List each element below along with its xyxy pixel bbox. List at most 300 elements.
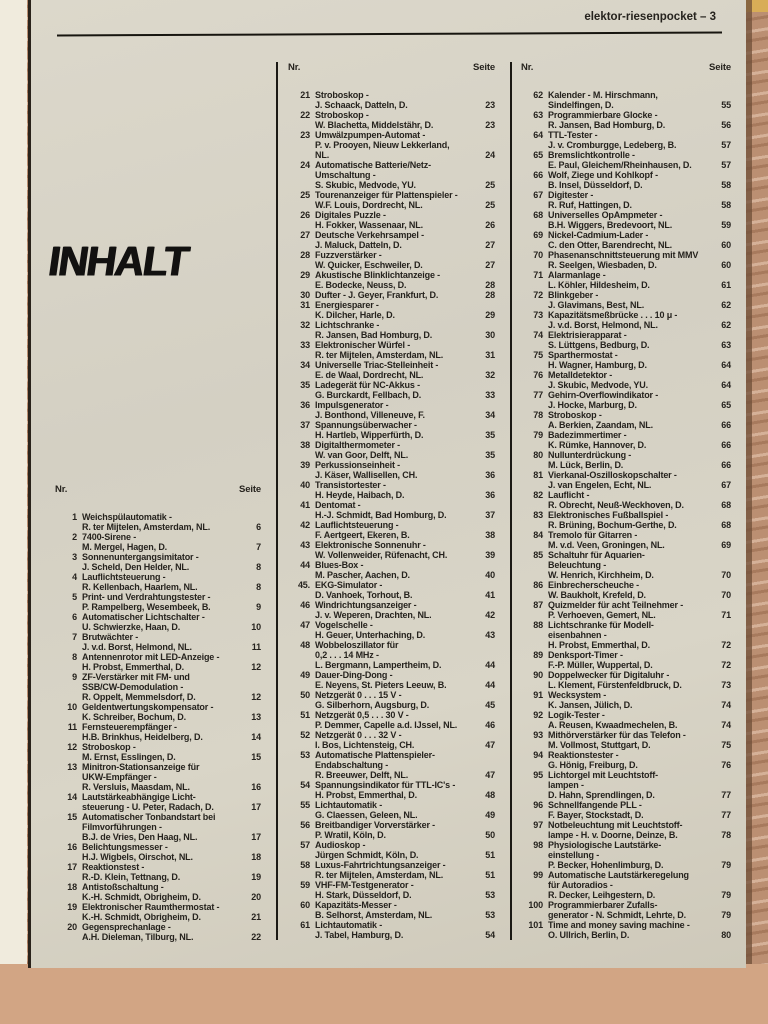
toc-entry <box>288 580 495 600</box>
entry-line <box>315 140 495 150</box>
toc-entry <box>288 290 495 300</box>
entry-text: P. Becker, Hohenlimburg, D. <box>548 860 664 870</box>
entry-line <box>548 650 731 660</box>
entry-text: Spannungsüberwacher - <box>315 420 417 430</box>
entry-page-number: 76 <box>721 760 731 770</box>
entry-page-number: 51 <box>485 870 495 880</box>
entry-line <box>548 400 731 410</box>
entry-line <box>82 822 261 832</box>
entry-line <box>548 340 731 350</box>
entry-text: Kapazitäts-Messer - <box>315 900 397 910</box>
entry-page-number: 36 <box>485 490 495 500</box>
entry-text: W. Vollenweider, Rüfenacht, CH. <box>315 550 448 560</box>
entry-line <box>548 720 731 730</box>
entry-line <box>315 180 495 190</box>
entry-line <box>315 690 495 700</box>
entry-text: TTL-Tester - <box>548 130 598 140</box>
entry-number: 70 <box>533 250 543 260</box>
entry-text: J. Skubic, Medvode, YU. <box>548 380 648 390</box>
toc-entry <box>521 270 731 290</box>
entry-page-number: 64 <box>721 360 731 370</box>
entry-text: Denksport-Timer - <box>548 650 623 660</box>
entry-text: J. v.d. Borst, Helmond, NL. <box>82 642 192 652</box>
entry-number: 39 <box>300 460 310 470</box>
entry-text: Vierkanal-Oszilloskopschalter - <box>548 470 677 480</box>
entry-number: 3 <box>72 552 77 562</box>
entry-text: S. Skubic, Medvode, YU. <box>315 180 416 190</box>
toc-entry <box>521 410 731 430</box>
entry-line <box>548 870 731 880</box>
entry-text: Elektrisierapparat - <box>548 330 627 340</box>
entry-number: 52 <box>300 730 310 740</box>
toc-entry <box>288 920 495 940</box>
entry-page-number: 68 <box>721 520 731 530</box>
entry-line <box>82 842 261 852</box>
entry-text: G. Silberhorn, Augsburg, D. <box>315 700 430 710</box>
entry-text: Lauflichtsteuerung - <box>315 520 399 530</box>
entry-line <box>548 670 731 680</box>
entry-text: H. Probst, Emmerthal, D. <box>82 662 184 672</box>
entry-text: Lichtorgel mit Leuchtstoff- <box>548 770 658 780</box>
entry-line <box>315 530 495 540</box>
entry-line <box>548 600 731 610</box>
entry-line <box>315 220 495 230</box>
entry-number: 68 <box>533 210 543 220</box>
entry-text: E. de Waal, Dordrecht, NL. <box>315 370 424 380</box>
entry-page-number: 32 <box>485 370 495 380</box>
entry-number: 73 <box>533 310 543 320</box>
entry-text: Mithörverstärker für das Telefon - <box>548 730 686 740</box>
entry-text: Gegensprechanlage - <box>82 922 171 932</box>
entry-page-number: 20 <box>251 892 261 902</box>
entry-line <box>315 700 495 710</box>
entry-page-number: 65 <box>721 400 731 410</box>
entry-number: 27 <box>300 230 310 240</box>
entry-line <box>548 370 731 380</box>
entry-number: 65 <box>533 150 543 160</box>
entry-text: R.-D. Klein, Tettnang, D. <box>82 872 181 882</box>
entry-text: W. Quicker, Eschweiler, D. <box>315 260 423 270</box>
entry-line <box>315 190 495 200</box>
toc-entries-right <box>521 90 731 940</box>
toc-entry <box>55 672 261 702</box>
entry-text: H. Wagner, Hamburg, D. <box>548 360 647 370</box>
entry-text: P. Verhoeven, Gemert, NL. <box>548 610 656 620</box>
entry-text: P. v. Prooyen, Nieuw Lekkerland, <box>315 140 450 150</box>
entry-text: R. Obrecht, Neuß-Weckhoven, D. <box>548 500 684 510</box>
entry-text: Sparthermostat - <box>548 350 618 360</box>
entry-text: Spannungsindikator für TTL-IC's - <box>315 780 456 790</box>
entry-line <box>548 220 731 230</box>
toc-entries-left <box>55 512 261 942</box>
entry-text: Print- und Verdrahtungstester - <box>82 592 211 602</box>
entry-number: 17 <box>67 862 77 872</box>
entry-text: Elektronische Sonnenuhr - <box>315 540 426 550</box>
entry-text: B. Insel, Düsseldorf, D. <box>548 180 643 190</box>
entry-line <box>548 230 731 240</box>
entry-line <box>82 512 261 522</box>
entry-line <box>82 662 261 672</box>
entry-line <box>315 830 495 840</box>
entry-line <box>315 780 495 790</box>
entry-text: Automatische Lautstärkeregelung <box>548 870 689 880</box>
entry-number: 50 <box>300 690 310 700</box>
entry-number: 38 <box>300 440 310 450</box>
entry-text: Elektronisches Fußballspiel - <box>548 510 669 520</box>
nr-label: Nr. <box>55 484 68 495</box>
entry-line <box>315 390 495 400</box>
entry-line <box>548 780 731 790</box>
entry-text: H. Geuer, Unterhaching, D. <box>315 630 426 640</box>
toc-entry <box>521 350 731 370</box>
entry-number: 58 <box>300 860 310 870</box>
toc-entry <box>55 552 261 572</box>
entry-number: 21 <box>300 90 310 100</box>
entry-number: 25 <box>300 190 310 200</box>
entry-line <box>82 912 261 922</box>
toc-entry <box>288 130 495 160</box>
entry-page-number: 28 <box>485 290 495 300</box>
entry-text: H.-J. Schmidt, Bad Homburg, D. <box>315 510 447 520</box>
entry-number: 35 <box>300 380 310 390</box>
entry-page-number: 12 <box>251 692 261 702</box>
entry-line <box>548 730 731 740</box>
toc-entry <box>55 812 261 842</box>
entry-text: Vogelschelle - <box>315 620 373 630</box>
entry-line <box>315 310 495 320</box>
seite-label: Seite <box>239 484 261 495</box>
entry-text: Lichtautomatik - <box>315 920 383 930</box>
toc-entry <box>288 480 495 500</box>
wood-table-surface <box>0 964 768 1024</box>
entry-text: Programmierbarer Zufalls- <box>548 900 658 910</box>
entry-line <box>315 640 495 650</box>
entry-text: Sindelfingen, D. <box>548 100 614 110</box>
entry-page-number: 79 <box>721 860 731 870</box>
entry-page-number: 50 <box>485 830 495 840</box>
entry-text: Wecksystem - <box>548 690 607 700</box>
entry-number: 44 <box>300 560 310 570</box>
entry-line <box>548 450 731 460</box>
entry-text: ZF-Verstärker mit FM- und <box>82 672 190 682</box>
entry-text: Physiologische Lautstärke- <box>548 840 662 850</box>
entry-text: für Autoradios - <box>548 880 613 890</box>
entry-text: K. Dilcher, Harle, D. <box>315 310 395 320</box>
entry-number: 28 <box>300 250 310 260</box>
entry-line <box>82 722 261 732</box>
entry-line <box>548 540 731 550</box>
entry-page-number: 75 <box>721 740 731 750</box>
entry-page-number: 35 <box>485 450 495 460</box>
entry-line <box>548 700 731 710</box>
entry-line <box>548 860 731 870</box>
toc-entry <box>288 360 495 380</box>
entry-line <box>548 490 731 500</box>
toc-entry <box>521 670 731 690</box>
entry-line <box>315 630 495 640</box>
entry-line <box>315 820 495 830</box>
entry-page-number: 25 <box>485 180 495 190</box>
entry-text: H. Fokker, Wassenaar, NL. <box>315 220 423 230</box>
entry-page-number: 46 <box>485 720 495 730</box>
entry-page-number: 79 <box>721 910 731 920</box>
entry-number: 22 <box>300 110 310 120</box>
toc-entry <box>55 922 261 942</box>
entry-number: 86 <box>533 580 543 590</box>
entry-line <box>548 770 731 780</box>
entry-line <box>315 850 495 860</box>
entry-line <box>315 920 495 930</box>
entry-text: Dentomat - <box>315 500 361 510</box>
entry-text: Reaktionstest - <box>82 862 145 872</box>
toc-entry <box>288 160 495 190</box>
entry-line <box>315 290 495 300</box>
running-head: elektor-riesenpocket – 3 <box>584 11 716 23</box>
entry-page-number: 17 <box>251 832 261 842</box>
entry-page-number: 70 <box>721 570 731 580</box>
entry-page-number: 44 <box>485 660 495 670</box>
entry-text: H.B. Brinkhus, Heidelberg, D. <box>82 732 203 742</box>
entry-page-number: 11 <box>251 642 261 652</box>
entry-page-number: 60 <box>721 240 731 250</box>
toc-entry <box>55 842 261 862</box>
entry-line <box>82 892 261 902</box>
toc-entry <box>521 510 731 530</box>
entry-line <box>548 240 731 250</box>
entry-text: K. Rümke, Hannover, D. <box>548 440 647 450</box>
entry-number: 55 <box>300 800 310 810</box>
toc-entry <box>288 340 495 360</box>
entry-line <box>82 682 261 692</box>
entry-line <box>548 760 731 770</box>
entry-line <box>315 400 495 410</box>
toc-entry <box>288 800 495 820</box>
entry-text: M. Mergel, Hagen, D. <box>82 542 168 552</box>
entry-page-number: 60 <box>721 260 731 270</box>
entry-text: lampe - H. v. Doorne, Deinze, B. <box>548 830 678 840</box>
entry-line <box>548 830 731 840</box>
entry-line <box>548 130 731 140</box>
toc-entry <box>521 710 731 730</box>
toc-entry <box>288 750 495 780</box>
entry-text: Blues-Box - <box>315 560 364 570</box>
entry-line <box>315 670 495 680</box>
toc-entry <box>521 370 731 390</box>
toc-entry <box>521 330 731 350</box>
entry-number: 13 <box>67 762 77 772</box>
entry-number: 54 <box>300 780 310 790</box>
entry-page-number: 25 <box>485 200 495 210</box>
entry-text: K. Schreiber, Bochum, D. <box>82 712 186 722</box>
column-header <box>55 484 261 496</box>
entry-text: Alarmanlage - <box>548 270 606 280</box>
entry-text: Antistoßschaltung - <box>82 882 164 892</box>
toc-entry <box>521 390 731 410</box>
entry-line <box>548 160 731 170</box>
entry-line <box>315 900 495 910</box>
entry-page-number: 68 <box>721 500 731 510</box>
entry-number: 24 <box>300 160 310 170</box>
entry-page-number: 43 <box>485 630 495 640</box>
toc-entry <box>55 572 261 592</box>
entry-text: B.H. Wiggers, Bredevoort, NL. <box>548 220 673 230</box>
entry-number: 84 <box>533 530 543 540</box>
entry-text: J. v. Cromburgge, Ledeberg, B. <box>548 140 677 150</box>
entry-line <box>548 680 731 690</box>
toc-entry <box>288 900 495 920</box>
toc-entry <box>521 90 731 110</box>
entry-number: 89 <box>533 650 543 660</box>
entry-text: M. Ernst, Esslingen, D. <box>82 752 176 762</box>
toc-entry <box>521 920 731 940</box>
seite-label: Seite <box>473 62 495 73</box>
entry-line <box>315 120 495 130</box>
entry-text: Filmvorführungen - <box>82 822 162 832</box>
entry-page-number: 55 <box>721 100 731 110</box>
entry-line <box>82 802 261 812</box>
entry-number: 33 <box>300 340 310 350</box>
entry-text: J. Scheld, Den Helder, NL. <box>82 562 190 572</box>
entry-text: W. van Goor, Delft, NL. <box>315 450 409 460</box>
entry-line <box>548 660 731 670</box>
entry-number: 15 <box>67 812 77 822</box>
toc-entry <box>55 742 261 762</box>
toc-entry <box>55 762 261 792</box>
entry-number: 77 <box>533 390 543 400</box>
entry-text: P. Wratil, Köln, D. <box>315 830 386 840</box>
entry-text: R. Seelgen, Wiesbaden, D. <box>548 260 657 270</box>
entry-line <box>548 460 731 470</box>
entry-text: Schnellfangende PLL - <box>548 800 642 810</box>
entry-text: W. Blachetta, Middelstähr, D. <box>315 120 434 130</box>
entry-line <box>548 610 731 620</box>
entry-text: Wobbeloszillator für <box>315 640 399 650</box>
entry-page-number: 12 <box>251 662 261 672</box>
entry-page-number: 39 <box>485 550 495 560</box>
entry-text: P. Rampelberg, Wesembeek, B. <box>82 602 211 612</box>
entry-page-number: 31 <box>485 350 495 360</box>
entry-text: Luxus-Fahrtrichtungsanzeiger - <box>315 860 446 870</box>
entry-line <box>315 720 495 730</box>
entry-text: Lichtautomatik - <box>315 800 383 810</box>
toc-entry <box>55 902 261 922</box>
toc-entry <box>521 290 731 310</box>
entry-line <box>315 660 495 670</box>
entry-number: 82 <box>533 490 543 500</box>
toc-entry <box>521 490 731 510</box>
entry-text: Blinkgeber - <box>548 290 599 300</box>
entry-text: Digitales Puzzle - <box>315 210 386 220</box>
entry-line <box>548 270 731 280</box>
entry-line <box>548 120 731 130</box>
entry-text: eisenbahnen - <box>548 630 607 640</box>
entry-number: 20 <box>67 922 77 932</box>
entry-line <box>315 770 495 780</box>
entry-number: 48 <box>300 640 310 650</box>
entry-text: Badezimmertimer - <box>548 430 627 440</box>
entry-text: B. Selhorst, Amsterdam, NL. <box>315 910 433 920</box>
entry-line <box>82 572 261 582</box>
entry-text: Kalender - M. Hirschmann, <box>548 90 658 100</box>
entry-text: G. Burckardt, Fellbach, D. <box>315 390 422 400</box>
entry-page-number: 26 <box>485 220 495 230</box>
entry-page-number: 74 <box>721 720 731 730</box>
entry-number: 63 <box>533 110 543 120</box>
toc-entry <box>55 882 261 902</box>
entry-line <box>548 190 731 200</box>
entry-line <box>548 290 731 300</box>
entry-line <box>548 740 731 750</box>
entry-number: 67 <box>533 190 543 200</box>
entry-text: F.-P. Müller, Wuppertal, D. <box>548 660 653 670</box>
entry-page-number: 45 <box>485 700 495 710</box>
entry-line <box>315 490 495 500</box>
toc-entry <box>521 870 731 900</box>
entry-page-number: 27 <box>485 260 495 270</box>
entry-text: K.-H. Schmidt, Obrigheim, D. <box>82 892 201 902</box>
entry-line <box>82 742 261 752</box>
entry-text: Phasenanschnittsteuerung mit MMV <box>548 250 699 260</box>
entry-text: Minitron-Stationsanzeige für <box>82 762 200 772</box>
entry-line <box>548 620 731 630</box>
toc-entry <box>521 470 731 490</box>
toc-entry <box>288 860 495 880</box>
entry-line <box>315 170 495 180</box>
entry-text: Time and money saving machine - <box>548 920 690 930</box>
entry-number: 45. <box>297 580 310 590</box>
entry-number: 40 <box>300 480 310 490</box>
toc-entry <box>288 710 495 730</box>
column-divider-1 <box>276 62 278 940</box>
entry-number: 91 <box>533 690 543 700</box>
entry-text: Automatischer Tonbandstart bei <box>82 812 216 822</box>
entry-line <box>315 270 495 280</box>
entry-line <box>315 340 495 350</box>
entry-line <box>82 922 261 932</box>
entry-number: 98 <box>533 840 543 850</box>
entry-line <box>82 902 261 912</box>
entry-line <box>548 510 731 520</box>
entry-text: Digitalthermometer - <box>315 440 401 450</box>
entry-text: Belichtungsmesser - <box>82 842 168 852</box>
entry-text: F. Bayer, Stockstadt, D. <box>548 810 644 820</box>
entry-line <box>548 810 731 820</box>
entry-text: EKG-Simulator - <box>315 580 383 590</box>
entry-number: 53 <box>300 750 310 760</box>
toc-entry <box>55 592 261 612</box>
entry-page-number: 24 <box>485 150 495 160</box>
toc-entry <box>521 250 731 270</box>
toc-entry <box>288 540 495 560</box>
entry-text: C. den Otter, Barendrecht, NL. <box>548 240 673 250</box>
entry-number: 90 <box>533 670 543 680</box>
entry-page-number: 8 <box>256 582 261 592</box>
entry-text: L. Klement, Fürstenfeldbruck, D. <box>548 680 682 690</box>
entry-text: J. Bonthond, Villeneuve, F. <box>315 410 425 420</box>
entry-page-number: 30 <box>485 330 495 340</box>
entry-number: 32 <box>300 320 310 330</box>
toc-entry <box>521 310 731 330</box>
entry-text: Transistortester - <box>315 480 386 490</box>
entry-page-number: 38 <box>485 530 495 540</box>
entry-text: R. Ruf, Hattingen, D. <box>548 200 632 210</box>
entry-line <box>548 170 731 180</box>
entry-text: H.J. Wigbels, Oirschot, NL. <box>82 852 193 862</box>
entry-number: 18 <box>67 882 77 892</box>
entry-line <box>315 520 495 530</box>
entry-line <box>315 280 495 290</box>
entry-line <box>548 900 731 910</box>
